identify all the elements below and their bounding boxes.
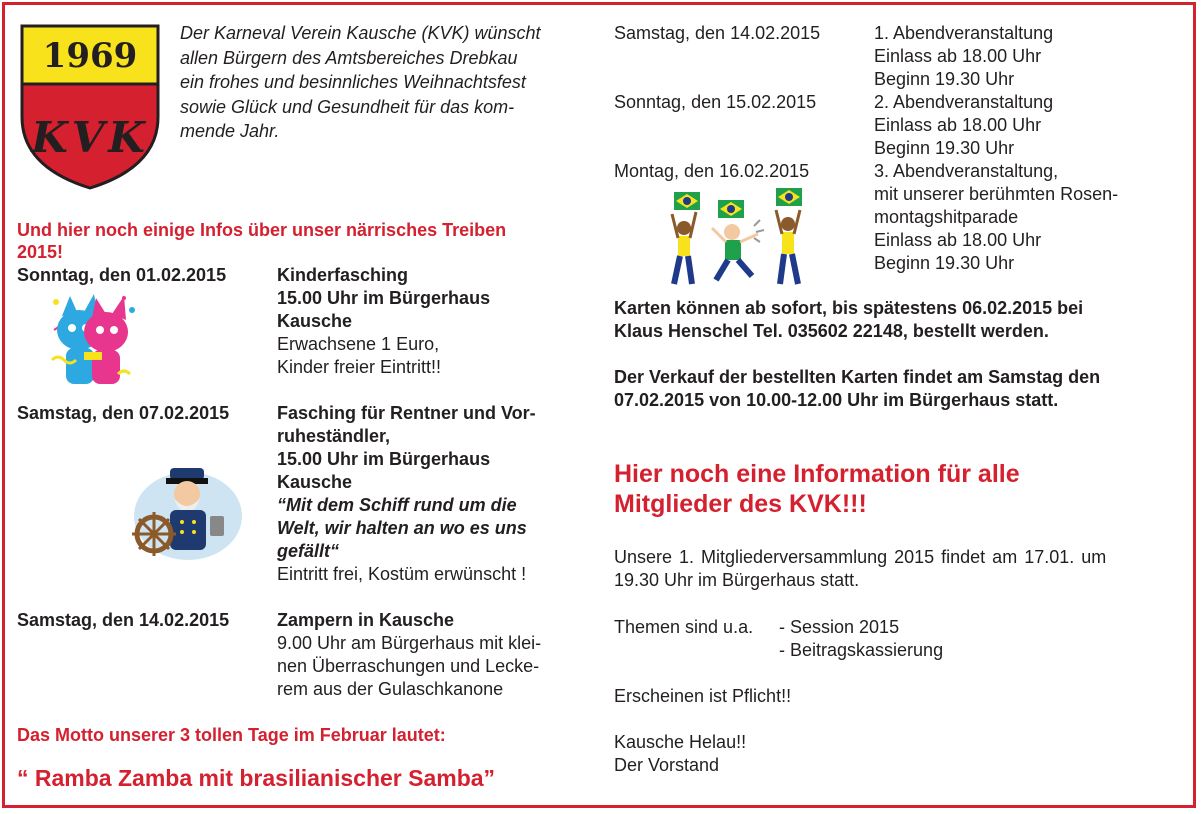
tickets-info: Karten können ab sofort, bis spätestens 06.02.2015 bei Klaus Henschel Tel. 035602 22148, bestellt werden.: [614, 298, 1084, 341]
event-date: Montag, den 16.02.2015: [614, 161, 810, 181]
event-date: Sonntag, den 15.02.2015: [614, 92, 817, 112]
event-date: Samstag, den 14.02.2015: [17, 610, 230, 630]
intro-text: Der Karneval Verein Kausche (KVK) wünscht allen Bürgern des Amtsbereiches Drebkau ein frohes und besinnliches Weihnachtsfest sowie Glück und Gesundheit für das kom- mende Jahr.: [180, 23, 541, 141]
logo-year: 1969: [42, 36, 138, 76]
members-heading: Hier noch eine Information für alle Mitglieder des KVK!!!: [614, 460, 1020, 518]
motto: “ Ramba Zamba mit brasilianischer Samba”: [17, 765, 496, 791]
kvk-logo-shield: [18, 22, 163, 192]
kids-clowns-illustration: [44, 290, 142, 394]
captain-illustration: [126, 462, 244, 566]
event-details: Kinderfasching 15.00 Uhr im Bürgerhaus Kausche Erwachsene 1 Euro, Kinder freier Eintritt!!: [277, 265, 491, 377]
event-details: Fasching für Rentner und Vor- ruheständler, 15.00 Uhr im Bürgerhaus Kausche “Mit dem Schiff rund um die Welt, wir halten an wo es uns gefällt“ Eintritt frei, Kostüm erwünscht !: [277, 403, 536, 584]
attendance-note: Erscheinen ist Pflicht!!: [614, 686, 792, 706]
infos-heading: Und hier noch einige Infos über unser närrisches Treiben 2015!: [17, 220, 507, 262]
closing: Kausche Helau!! Der Vorstand: [614, 732, 747, 775]
motto-intro: Das Motto unserer 3 tollen Tage im Februar lautet:: [17, 725, 446, 745]
meeting-info: Unsere 1. Mitgliederversammlung 2015 findet am 17.01. um 19.30 Uhr im Bürgerhaus statt.: [614, 547, 1107, 590]
event-details: 2. Abendveranstaltung Einlass ab 18.00 Uhr Beginn 19.30 Uhr: [874, 92, 1054, 158]
event-details: 1. Abendveranstaltung Einlass ab 18.00 Uhr Beginn 19.30 Uhr: [874, 23, 1054, 89]
event-date: Sonntag, den 01.02.2015: [17, 265, 227, 285]
event-details: Zampern in Kausche 9.00 Uhr am Bürgerhaus mit klei- nen Überraschungen und Lecke- rem aus der Gulaschkanone: [277, 610, 542, 699]
sale-info: Der Verkauf der bestellten Karten findet am Samstag den 07.02.2015 von 10.00-12.00 Uhr im Bürgerhaus statt.: [614, 367, 1101, 410]
event-date: Samstag, den 14.02.2015: [614, 23, 821, 43]
event-details: 3. Abendveranstaltung, mit unserer berühmten Rosen- montagshitparade Einlass ab 18.00 Uhr Beginn 19.30 Uhr: [874, 161, 1119, 273]
logo-letters: KVK: [31, 113, 149, 162]
event-date: Samstag, den 07.02.2015: [17, 403, 230, 423]
themes-label: Themen sind u.a.: [614, 617, 754, 637]
samba-dancers-illustration: [668, 184, 810, 290]
themes-list: - Session 2015 - Beitragskassierung: [779, 617, 944, 660]
